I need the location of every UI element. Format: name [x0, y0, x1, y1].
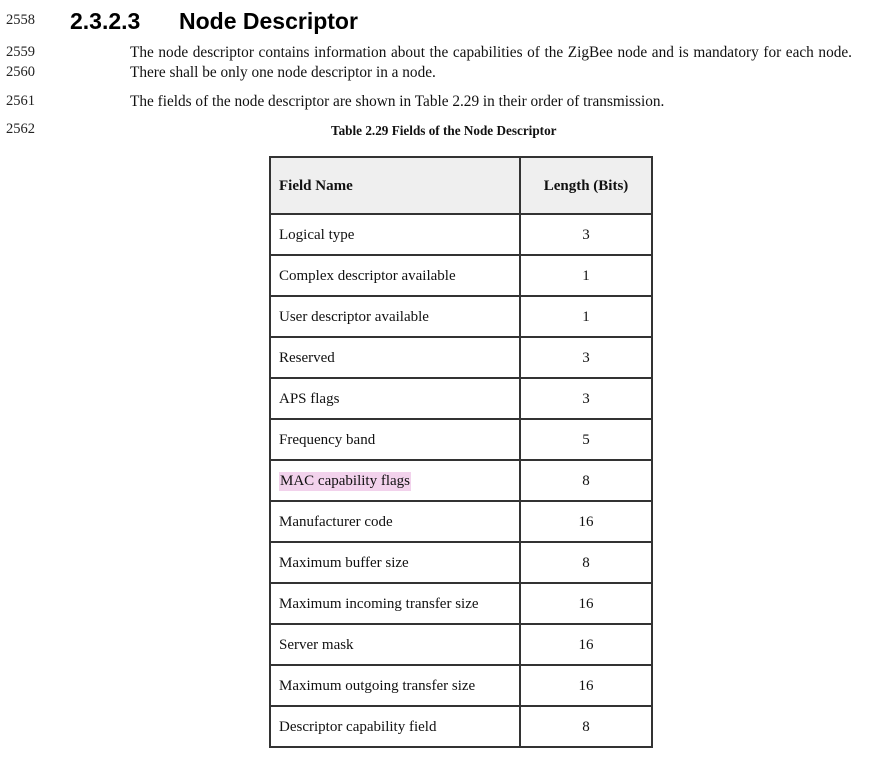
field-name-cell [270, 501, 520, 542]
field-name-cell [270, 255, 520, 296]
table-header-row [270, 157, 652, 214]
table-row [270, 337, 652, 378]
field-name-cell [270, 296, 520, 337]
field-length-cell: 16 [520, 501, 652, 542]
field-name-cell [270, 583, 520, 624]
field-name-cell [270, 706, 520, 747]
section-title: Node Descriptor [179, 8, 358, 34]
table-row [270, 214, 652, 255]
field-length-cell: 1 [520, 296, 652, 337]
section-number: 2.3.2.3 [70, 8, 141, 34]
field-name: APS flags [279, 390, 340, 407]
field-length-cell: 3 [520, 337, 652, 378]
table-row [270, 378, 652, 419]
field-name: Descriptor capability field [279, 718, 437, 735]
line-number: 2560 [6, 64, 35, 80]
section-heading [70, 6, 358, 36]
field-name: User descriptor available [279, 308, 429, 325]
fields-table [269, 156, 653, 748]
table-row [270, 501, 652, 542]
field-name-cell [270, 378, 520, 419]
table-row [270, 296, 652, 337]
paragraph: The fields of the node descriptor are shown in Table 2.29 in their order of transmission. [130, 93, 665, 110]
field-length-cell: 8 [520, 460, 652, 501]
field-name: Logical type [279, 226, 355, 243]
table-row [270, 665, 652, 706]
paragraph: The node descriptor contains information about the capabilities of the ZigBee node and is mandatory for each node. There shall be only one node descriptor in a node. [130, 44, 852, 81]
field-name: Complex descriptor available [279, 267, 456, 284]
line-number: 2561 [6, 93, 35, 109]
field-name: Reserved [279, 349, 335, 366]
highlighted-field-name: MAC capability flags [280, 472, 410, 489]
field-name: Maximum outgoing transfer size [279, 677, 476, 694]
field-length-cell: 5 [520, 419, 652, 460]
table-body [270, 214, 652, 747]
line-number: 2559 [6, 44, 35, 60]
line-number: 2562 [6, 121, 35, 137]
column-header-field-name: Field Name [270, 157, 520, 214]
field-length-cell: 3 [520, 214, 652, 255]
column-header-length: Length (Bits) [520, 157, 652, 214]
field-length-cell: 16 [520, 624, 652, 665]
field-name-cell [270, 419, 520, 460]
field-length-cell: 1 [520, 255, 652, 296]
table-caption-text: Table 2.29 Fields of the Node Descriptor [331, 123, 557, 138]
line-number: 2558 [6, 12, 35, 28]
field-length-cell: 8 [520, 542, 652, 583]
field-name: Manufacturer code [279, 513, 393, 530]
table-row [270, 706, 652, 747]
table-row [270, 542, 652, 583]
table-row [270, 624, 652, 665]
field-name-cell [270, 624, 520, 665]
table-row [270, 460, 652, 501]
field-name-cell [270, 665, 520, 706]
field-name: Server mask [279, 636, 354, 653]
field-name: Frequency band [279, 431, 376, 448]
field-name-cell [270, 542, 520, 583]
field-name: Maximum incoming transfer size [279, 595, 479, 612]
field-length-cell: 16 [520, 665, 652, 706]
field-name: Maximum buffer size [279, 554, 409, 571]
table-row [270, 255, 652, 296]
field-name-cell [270, 337, 520, 378]
field-length-cell: 8 [520, 706, 652, 747]
field-name-cell [270, 214, 520, 255]
field-length-cell: 16 [520, 583, 652, 624]
table-row [270, 583, 652, 624]
field-length-cell: 3 [520, 378, 652, 419]
table-row [270, 419, 652, 460]
field-name-cell [270, 460, 520, 501]
